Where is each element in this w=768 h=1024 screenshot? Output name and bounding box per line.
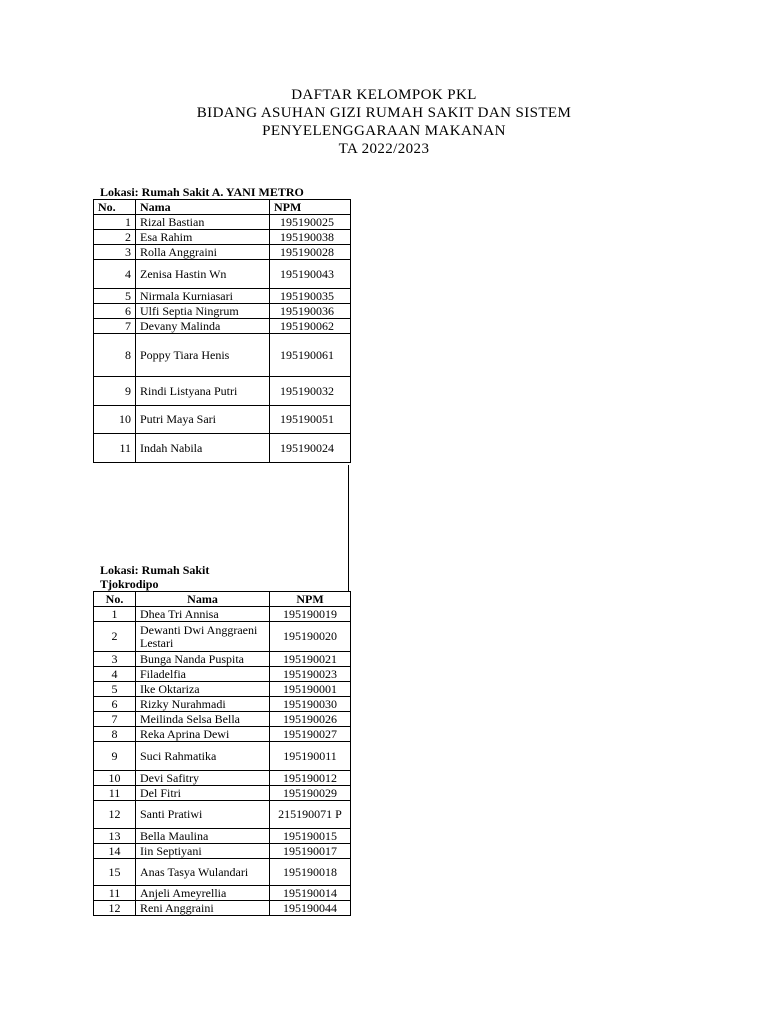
student-name: Iin Septiyani <box>136 844 270 859</box>
group2-location-line-1: Lokasi: Rumah Sakit <box>100 563 210 577</box>
table-row <box>94 682 351 697</box>
student-name: Del Fitri <box>136 786 270 801</box>
row-number: 5 <box>94 682 136 697</box>
row-number: 6 <box>94 697 136 712</box>
student-npm: 195190015 <box>270 829 351 844</box>
row-number: 9 <box>94 742 136 771</box>
row-number: 6 <box>94 304 136 319</box>
row-number: 8 <box>94 727 136 742</box>
student-npm: 195190017 <box>270 844 351 859</box>
title-line-3: PENYELENGGARAAN MAKANAN <box>262 123 506 139</box>
student-name: Anjeli Ameyrellia <box>136 886 270 901</box>
table-row <box>94 801 351 829</box>
table-header-row <box>94 592 351 607</box>
student-name: Poppy Tiara Henis <box>136 334 270 377</box>
student-name: Suci Rahmatika <box>136 742 270 771</box>
student-npm: 195190019 <box>270 607 351 622</box>
row-number: 2 <box>94 230 136 245</box>
table-row <box>94 712 351 727</box>
student-name: Anas Tasya Wulandari <box>136 859 270 886</box>
row-number: 10 <box>94 771 136 786</box>
row-number: 1 <box>94 215 136 230</box>
row-number: 11 <box>94 434 136 463</box>
table-row <box>94 304 351 319</box>
student-npm: 195190018 <box>270 859 351 886</box>
document-header <box>0 86 768 158</box>
table-row <box>94 406 351 434</box>
row-number: 13 <box>94 829 136 844</box>
row-number: 14 <box>94 844 136 859</box>
column-header-npm: NPM <box>270 200 351 215</box>
row-number: 5 <box>94 289 136 304</box>
title-line-1: DAFTAR KELOMPOK PKL <box>291 87 477 103</box>
table-row <box>94 334 351 377</box>
student-name: Filadelfia <box>136 667 270 682</box>
row-number: 3 <box>94 245 136 260</box>
student-npm: 195190020 <box>270 622 351 652</box>
student-name: Nirmala Kurniasari <box>136 289 270 304</box>
student-name: Reka Aprina Dewi <box>136 727 270 742</box>
table-row <box>94 667 351 682</box>
student-npm: 195190027 <box>270 727 351 742</box>
student-npm: 195190028 <box>270 245 351 260</box>
student-name: Dhea Tri Annisa <box>136 607 270 622</box>
table-row <box>94 289 351 304</box>
row-number: 12 <box>94 801 136 829</box>
student-name: Rizal Bastian <box>136 215 270 230</box>
student-npm: 195190024 <box>270 434 351 463</box>
column-header-no: No. <box>94 592 136 607</box>
table-row <box>94 260 351 289</box>
student-name: Rolla Anggraini <box>136 245 270 260</box>
student-name: Ulfi Septia Ningrum <box>136 304 270 319</box>
student-name: Devi Safitry <box>136 771 270 786</box>
row-number: 4 <box>94 667 136 682</box>
table-header-row <box>94 200 351 215</box>
row-number: 12 <box>94 901 136 916</box>
student-name: Dewanti Dwi Anggraeni Lestari <box>136 622 270 652</box>
table-row <box>94 230 351 245</box>
table-row <box>94 377 351 406</box>
column-header-npm: NPM <box>270 592 351 607</box>
student-npm: 195190038 <box>270 230 351 245</box>
title-line-2: BIDANG ASUHAN GIZI RUMAH SAKIT DAN SISTEM <box>196 105 572 121</box>
table-row <box>94 697 351 712</box>
student-name: Ike Oktariza <box>136 682 270 697</box>
table-row <box>94 771 351 786</box>
student-npm: 195190043 <box>270 260 351 289</box>
table-row <box>94 829 351 844</box>
table-row <box>94 652 351 667</box>
row-number: 2 <box>94 622 136 652</box>
row-number: 7 <box>94 319 136 334</box>
student-npm: 195190062 <box>270 319 351 334</box>
student-npm: 195190026 <box>270 712 351 727</box>
table-border-line <box>348 465 349 591</box>
column-header-nama: Nama <box>136 592 270 607</box>
student-name: Bella Maulina <box>136 829 270 844</box>
group2-table <box>93 591 351 916</box>
student-npm: 195190025 <box>270 215 351 230</box>
table-row <box>94 901 351 916</box>
table-row <box>94 319 351 334</box>
student-npm: 195190011 <box>270 742 351 771</box>
column-header-no: No. <box>94 200 136 215</box>
student-name: Indah Nabila <box>136 434 270 463</box>
table-row <box>94 434 351 463</box>
row-number: 3 <box>94 652 136 667</box>
table-row <box>94 622 351 652</box>
table-row <box>94 215 351 230</box>
table-row <box>94 607 351 622</box>
table-row <box>94 786 351 801</box>
student-npm: 195190036 <box>270 304 351 319</box>
row-number: 11 <box>94 886 136 901</box>
student-npm: 195190061 <box>270 334 351 377</box>
row-number: 11 <box>94 786 136 801</box>
row-number: 10 <box>94 406 136 434</box>
student-npm: 195190023 <box>270 667 351 682</box>
student-npm: 195190044 <box>270 901 351 916</box>
group1-location: Lokasi: Rumah Sakit A. YANI METRO <box>100 185 304 199</box>
table-row <box>94 742 351 771</box>
table-row <box>94 859 351 886</box>
student-name: Meilinda Selsa Bella <box>136 712 270 727</box>
student-npm: 195190032 <box>270 377 351 406</box>
student-npm: 195190014 <box>270 886 351 901</box>
table-row <box>94 245 351 260</box>
row-number: 7 <box>94 712 136 727</box>
student-npm: 195190021 <box>270 652 351 667</box>
student-npm: 195190030 <box>270 697 351 712</box>
student-name: Zenisa Hastin Wn <box>136 260 270 289</box>
student-npm: 195190029 <box>270 786 351 801</box>
row-number: 8 <box>94 334 136 377</box>
student-name: Rizky Nurahmadi <box>136 697 270 712</box>
student-npm: 195190035 <box>270 289 351 304</box>
row-number: 9 <box>94 377 136 406</box>
student-name: Santi Pratiwi <box>136 801 270 829</box>
table-row <box>94 727 351 742</box>
group1-table <box>93 199 351 463</box>
row-number: 4 <box>94 260 136 289</box>
student-name: Devany Malinda <box>136 319 270 334</box>
table-row <box>94 844 351 859</box>
table-row <box>94 886 351 901</box>
group2-location-line-2: Tjokrodipo <box>100 577 159 591</box>
row-number: 15 <box>94 859 136 886</box>
column-header-nama: Nama <box>136 200 270 215</box>
title-line-4: TA 2022/2023 <box>338 141 430 157</box>
student-npm: 215190071 P <box>270 801 351 829</box>
student-npm: 195190001 <box>270 682 351 697</box>
row-number: 1 <box>94 607 136 622</box>
student-name: Bunga Nanda Puspita <box>136 652 270 667</box>
student-npm: 195190051 <box>270 406 351 434</box>
group2-location <box>100 563 209 591</box>
student-name: Putri Maya Sari <box>136 406 270 434</box>
student-name: Reni Anggraini <box>136 901 270 916</box>
student-npm: 195190012 <box>270 771 351 786</box>
student-name: Rindi Listyana Putri <box>136 377 270 406</box>
student-name: Esa Rahim <box>136 230 270 245</box>
